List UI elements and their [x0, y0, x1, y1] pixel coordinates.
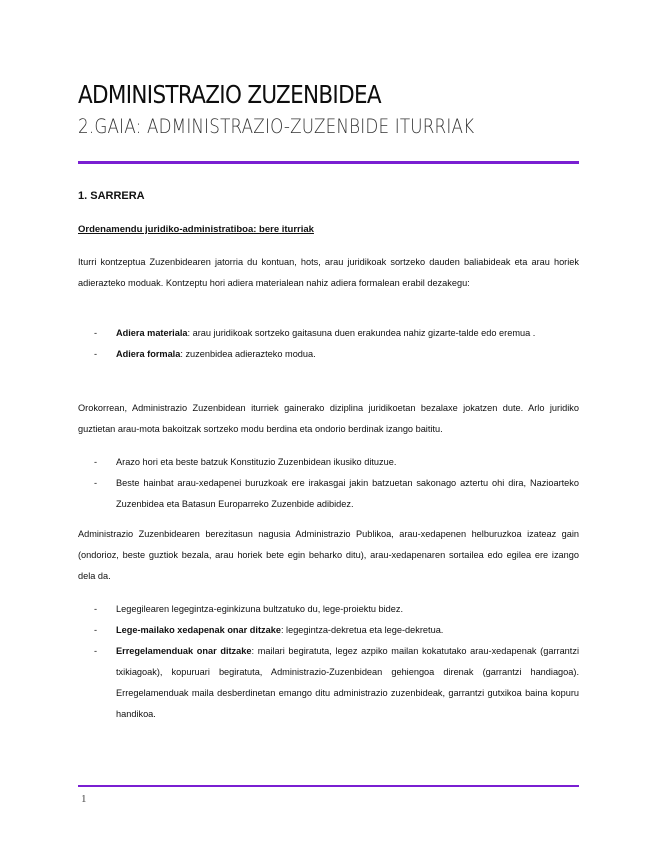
list-dash: - — [94, 625, 98, 635]
document-subtitle: 2.GAIA: ADMINISTRAZIO-ZUZENBIDE ITURRIAK — [78, 115, 475, 138]
list-dash: - — [94, 457, 98, 467]
list-dash: - — [94, 349, 98, 359]
list-item — [78, 473, 579, 515]
list-item-term: Adiera materiala — [116, 328, 188, 338]
section-heading: 1. SARRERA — [78, 190, 145, 202]
list-item — [78, 599, 579, 620]
list-item-term: Erregelamenduak onar ditzake — [116, 646, 252, 656]
list-item — [78, 641, 579, 725]
header-divider — [78, 161, 579, 164]
list-dash: - — [94, 646, 98, 656]
list-item-text: Arazo hori eta beste batzuk Konstituzio Zuzenbidean ikusiko dituzue. — [116, 457, 397, 467]
list-item — [78, 323, 579, 344]
list-item-text: Legegilearen legegintza-eginkizuna bultzatuko du, lege-proiektu bidez. — [116, 604, 404, 614]
subsection-heading: Ordenamendu juridiko-administratiboa: bere iturriak — [78, 224, 314, 235]
list-dash: - — [94, 478, 98, 488]
list-item-text: : zuzenbidea adierazteko modua. — [180, 349, 316, 359]
list-item-text: : arau juridikoak sortzeko gaitasuna duen erakundea nahiz gizarte-talde edo eremua . — [187, 328, 536, 338]
list-dash: - — [94, 328, 98, 338]
paragraph-2: Orokorrean, Administrazio Zuzenbidean iturriek gainerako diziplina juridikoetan bezalaxe jokatzen dute. Arlo juridiko guztietan arau-mota bakoitzak sortzeko modu berdina eta ondorio berdinak izango baititu. — [78, 403, 579, 434]
list-item-text: : mailari begiratuta, legez azpiko mailan kokatutako arau-xedapenak (garrantzi txikiagoak), kopuruari begiratuta, Administrazio-Zuzenbidean gehiengoa direnak (garrantzi handiagoa). Erregelamenduak maila desberdinetan emango ditu administrazio zuzenbideak, garrantzi gutxikoa baina kopuru handikoa. — [116, 646, 579, 719]
list-item-text: Beste hainbat arau-xedapenei buruzkoak ere irakasgai jakin batzuetan sakonago aztertu ohi dira, Nazioarteko Zuzenbidea eta Batasun Europarreko Zuzenbide adibidez. — [116, 478, 579, 509]
list-1 — [78, 323, 579, 365]
list-3 — [78, 599, 579, 725]
list-dash: - — [94, 604, 98, 614]
list-item — [78, 344, 579, 365]
list-item — [78, 620, 579, 641]
document-title: ADMINISTRAZIO ZUZENBIDEA — [78, 80, 381, 109]
footer-divider — [78, 785, 579, 787]
paragraph-1: Iturri kontzeptua Zuzenbidearen jatorria du kontuan, hots, arau juridikoak sortzeko dauden baliabideak eta arau horiek adierazteko moduak. Kontzeptu hori adiera materialean nahiz adiera formalean erabil dezakegu: — [78, 257, 579, 288]
list-item-term: Lege-mailako xedapenak onar ditzake — [116, 625, 281, 635]
list-item-term: Adiera formala — [116, 349, 181, 359]
list-2 — [78, 452, 579, 515]
list-item-text: : legegintza-dekretua eta lege-dekretua. — [280, 625, 444, 635]
list-item — [78, 452, 579, 473]
paragraph-3: Administrazio Zuzenbidearen berezitasun nagusia Administrazio Publikoa, arau-xedapenen helburuzkoa izateaz gain (ondorioz, beste guztiok bezala, arau horiek bete egin beharko ditu), arau-xedapenaren sortailea edo egilea ere izango dela da. — [78, 529, 579, 581]
page-number: 1 — [81, 793, 87, 805]
